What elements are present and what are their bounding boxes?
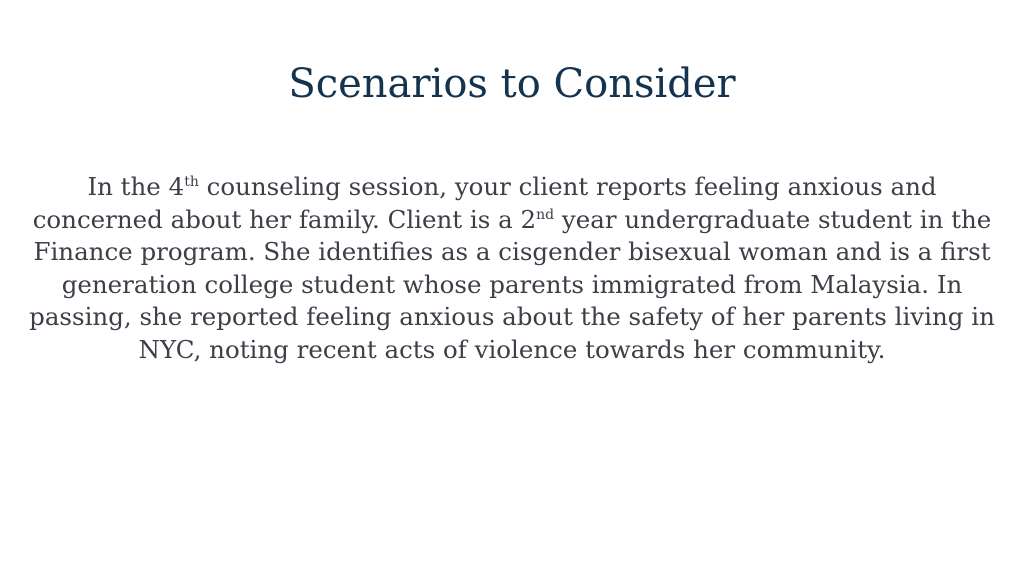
scenario-text-part-3: year undergraduate student in the Finance program. She identifies as a cisgender bisexual woman and is a first generation college student whose parents immigrated from Malaysia. In passing, she reported feeling anxious about the safety of her parents living in NYC, noting recent acts of violence towards her community. [29, 204, 995, 364]
slide-title: Scenarios to Consider [288, 61, 736, 107]
ordinal-suffix-th: th [184, 174, 199, 190]
ordinal-suffix-nd: nd [536, 206, 555, 223]
scenario-text-part-1: In the 4 [87, 172, 185, 201]
scenario-text-part-2: counseling session, your client reports feeling anxious and concerned about her family. Client is a 2 [32, 172, 937, 234]
scenario-paragraph [28, 171, 996, 366]
